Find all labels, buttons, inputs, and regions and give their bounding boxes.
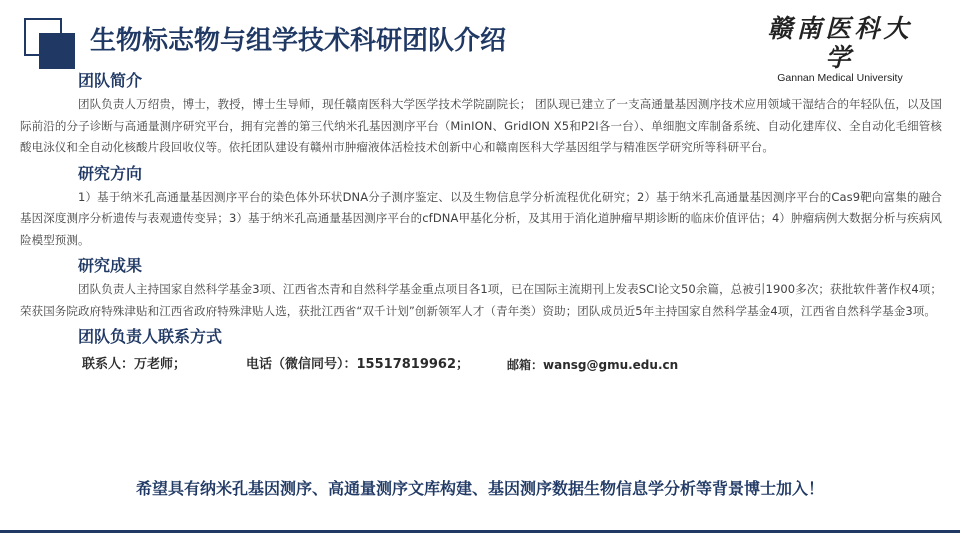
- team-intro-text: 团队负责人万绍贵，博士，教授，博士生导师，现任赣南医科大学医学技术学院副院长； 团队现已建立了一支高通量基因测序技术应用领域干湿结合的年轻队伍，以及国际前沿的分子诊断与高通量测序研究平台，拥有完善的第三代纳米孔基因测序平台（MinION、GridION X5和P2I各一台）、单细胞文库制备系统、自动化建库仪、全自动化毛细管核酸电泳仪和全自动化核酸片段回收仪等。依托团队建设有赣州市肿瘤液体活检技术创新中心和赣南医科大学基因组学与精准医学研究所等科研平台。: [20, 97, 942, 154]
- section-title-contact: 团队负责人联系方式: [78, 327, 223, 346]
- section-research-direction: [20, 161, 942, 252]
- logo-chinese-text: 赣南医科大学: [767, 14, 913, 72]
- section-team-intro: [20, 68, 942, 159]
- contact-person: 联系人：万老师；: [82, 357, 187, 372]
- university-logo: [760, 14, 920, 84]
- research-achievements-text: 团队负责人主持国家自然科学基金3项、江西省杰青和自然科学基金重点项目各1项，已在国际主流期刊上发表SCI论文50余篇，总被引1900多次；获批软件著作权4项；荣获国务院政府特殊津贴和江西省政府特殊津贴人选，获批江西省“双千计划”创新领军人才（青年类）资助；团队成员近5年主持国家自然科学基金4项，江西省自然科学基金3项。: [20, 282, 942, 318]
- recruitment-banner: 希望具有纳米孔基因测序、高通量测序文库构建、基因测序数据生物信息学分析等背景博士加入！: [135, 479, 824, 498]
- section-title-research-direction: 研究方向: [78, 163, 143, 183]
- contact-phone[interactable]: 电话（微信同号）：15517819962；: [246, 357, 470, 372]
- logo-english-text: Gannan Medical University: [777, 72, 903, 84]
- section-research-achievements: [20, 253, 942, 322]
- section-contact: [20, 324, 942, 378]
- bottom-accent-line: [0, 530, 960, 533]
- section-title-research-achievements: 研究成果: [78, 256, 143, 275]
- page-title: 生物标志物与组学技术科研团队介绍: [90, 26, 507, 56]
- research-direction-text: 1）基于纳米孔高通量基因测序平台的染色体外环状DNA分子测序鉴定、以及生物信息学分析流程优化研究；2）基于纳米孔高通量基因测序平台的Cas9靶向富集的融合基因深度测序分析遗传与表观遗传变异；3）基于纳米孔高通量基因测序平台的cfDNA甲基化分析，及其用于消化道肿瘤早期诊断的临床价值评估；4）肿瘤病例大数据分析与疾病风险模型预测。: [20, 189, 942, 247]
- section-title-team-intro: 团队简介: [78, 71, 143, 90]
- decorative-square-filled: [39, 33, 75, 69]
- contact-info-row: [82, 352, 942, 378]
- contact-email[interactable]: 邮箱：wansg@gmu.edu.cn: [507, 358, 679, 372]
- main-content: [20, 68, 942, 378]
